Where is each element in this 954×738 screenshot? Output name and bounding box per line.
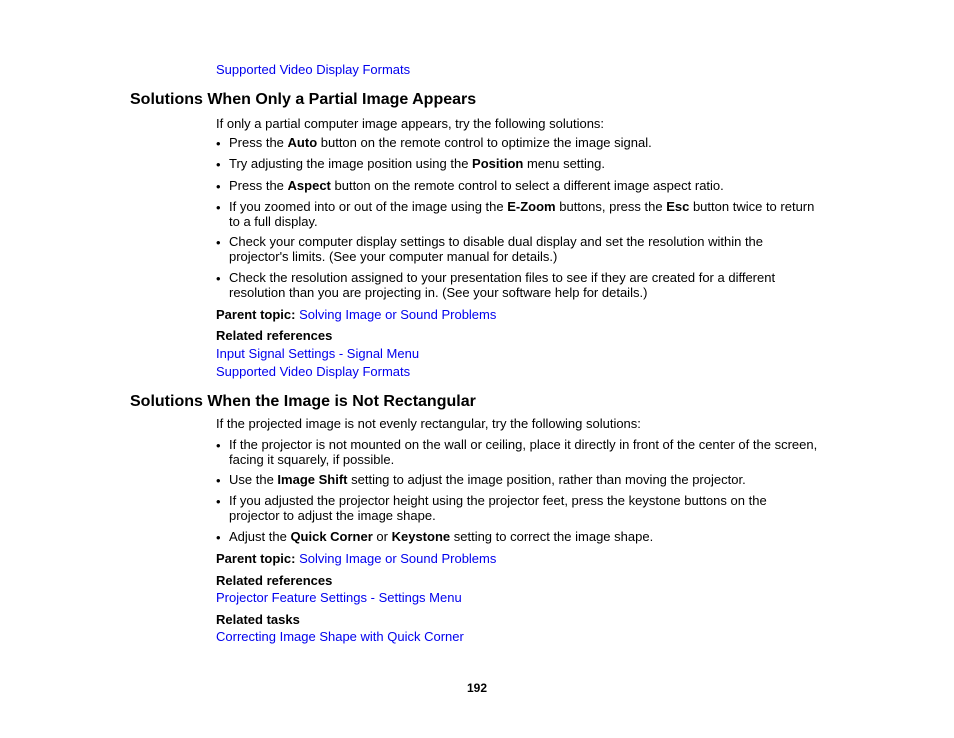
- section-heading-partial-image: Solutions When Only a Partial Image Appears: [130, 91, 477, 108]
- link-supported-video-formats[interactable]: Supported Video Display Formats: [216, 364, 411, 379]
- bullet-marker: •: [216, 438, 221, 453]
- section-intro: If the projected image is not evenly rectangular, try the following solutions:: [216, 416, 641, 431]
- link-input-signal-settings[interactable]: Input Signal Settings - Signal Menu: [216, 346, 420, 361]
- parent-topic: [216, 307, 496, 322]
- bullet-marker: •: [216, 473, 221, 488]
- bullet-marker: •: [216, 200, 221, 215]
- link-solving-image-sound[interactable]: Solving Image or Sound Problems: [299, 307, 497, 322]
- related-references-label: Related references: [216, 573, 333, 588]
- link-correcting-image-shape[interactable]: Correcting Image Shape with Quick Corner: [216, 629, 464, 644]
- bullet-marker: •: [216, 271, 221, 286]
- link-solving-image-sound[interactable]: Solving Image or Sound Problems: [299, 551, 497, 566]
- bullet-item: If you zoomed into or out of the image using the E-Zoom buttons, press the Esc button twice to return to a full display.: [229, 199, 815, 229]
- bullet-item: Press the Aspect button on the remote control to select a different image aspect ratio.: [229, 178, 724, 193]
- bullet-marker: •: [216, 530, 221, 545]
- page-number: 192: [466, 681, 488, 695]
- bullet-item: If the projector is not mounted on the wall or ceiling, place it directly in front of the center of the screen, facing it squarely, if possible.: [229, 437, 818, 467]
- bullet-item: If you adjusted the projector height using the projector feet, press the keystone buttons on the projector to adjust the image shape.: [229, 493, 767, 523]
- bullet-item: Check your computer display settings to disable dual display and set the resolution within the projector's limits. (See your computer manual for details.): [229, 234, 764, 264]
- bullet-marker: •: [216, 136, 221, 151]
- bullet-marker: •: [216, 157, 221, 172]
- related-tasks-label: Related tasks: [216, 612, 300, 627]
- bullet-item: Use the Image Shift setting to adjust the image position, rather than moving the projector.: [229, 472, 746, 487]
- section-heading-not-rectangular: Solutions When the Image is Not Rectangular: [130, 393, 476, 410]
- bullet-item: Try adjusting the image position using the Position menu setting.: [229, 156, 605, 171]
- bullet-item: Adjust the Quick Corner or Keystone setting to correct the image shape.: [229, 529, 654, 544]
- bullet-marker: •: [216, 494, 221, 509]
- related-references-label: Related references: [216, 328, 333, 343]
- link-supported-video-formats-top[interactable]: Supported Video Display Formats: [216, 62, 411, 77]
- parent-topic-label: Parent topic:: [216, 307, 296, 322]
- bullet-item: Press the Auto button on the remote control to optimize the image signal.: [229, 135, 652, 150]
- section-intro: If only a partial computer image appears, try the following solutions:: [216, 116, 605, 131]
- bullet-marker: •: [216, 235, 221, 250]
- bullet-item: Check the resolution assigned to your presentation files to see if they are created for a different resolution than you are projecting in. (See your software help for details.): [229, 270, 776, 300]
- parent-topic: [216, 551, 496, 566]
- bullet-marker: •: [216, 179, 221, 194]
- parent-topic-label: Parent topic:: [216, 551, 296, 566]
- link-projector-feature-settings[interactable]: Projector Feature Settings - Settings Menu: [216, 590, 462, 605]
